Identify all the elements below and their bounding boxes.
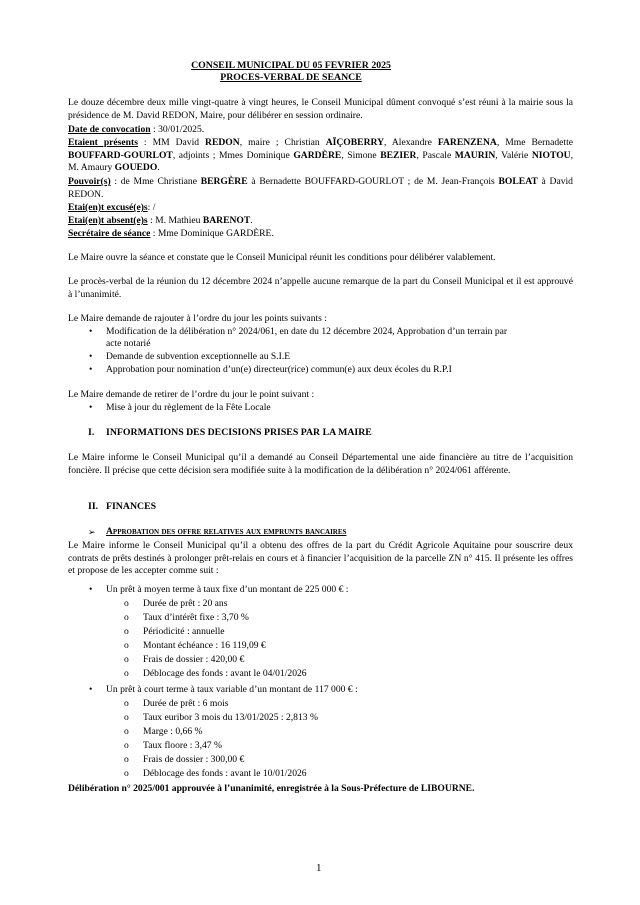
- sub-bullet-icon: o: [124, 712, 129, 723]
- page-number: 1: [316, 862, 322, 874]
- loan-detail: Déblocage des fonds : avant le 10/01/2026: [143, 768, 307, 779]
- loan-title: Un prêt à moyen terme à taux fixe d’un montant de 225 000 € :: [106, 584, 349, 595]
- loan-detail: Déblocage des fonds : avant le 04/01/2026: [143, 668, 307, 679]
- bullet-icon: •: [89, 364, 93, 375]
- intro-paragraph: Le douze décembre deux mille vingt-quatre à vingt heures, le Conseil Municipal dûment convoqué s’est réuni à la mairie sous la présidence de M. David REDON, Maire, pour délibérer en session ordinaire.: [68, 97, 573, 121]
- absents-label: Etai(en)t absent(e)s: [68, 215, 148, 226]
- loan-detail: Marge : 0,66 %: [143, 726, 203, 737]
- pv-paragraph: Le procès-verbal de la réunion du 12 décembre 2024 n’appelle aucune remarque de la part du Conseil Municipal et il est approuvé à l’unanimité.: [68, 276, 573, 300]
- document-subtitle: PROCES-VERBAL DE SEANCE: [220, 72, 362, 83]
- document-title: CONSEIL MUNICIPAL DU 05 FEVRIER 2025: [191, 60, 391, 71]
- bullet-icon: •: [89, 684, 93, 695]
- bullet-icon: •: [89, 326, 93, 337]
- convocation-value: : 30/01/2025.: [150, 124, 205, 135]
- bullet-icon: •: [89, 584, 93, 595]
- rajouter-paragraph: Le Maire demande de rajouter à l’ordre du jour les points suivants :: [68, 313, 327, 324]
- presents-label: Etaient présents: [68, 137, 138, 148]
- sub-bullet-icon: o: [124, 598, 129, 609]
- excuses-line: Etai(en)t excusé(e)s: /: [68, 202, 156, 213]
- loan-detail: Durée de prêt : 6 mois: [143, 698, 229, 709]
- sub-bullet-icon: o: [124, 612, 129, 623]
- sub-bullet-icon: o: [124, 726, 129, 737]
- arrow-bullet-icon: ➢: [88, 527, 96, 537]
- loan-detail: Taux d’intérêt fixe : 3,70 %: [143, 612, 249, 623]
- sub-bullet-icon: o: [124, 640, 129, 651]
- section-number: I.: [88, 427, 95, 438]
- loan-detail: Durée de prêt : 20 ans: [143, 598, 228, 609]
- list-item: Approbation pour nomination d’un(e) directeur(rice) commun(e) aux deux écoles du R.P.I: [106, 364, 452, 375]
- pouvoirs-label: Pouvoir(s): [68, 176, 111, 187]
- sub-bullet-icon: o: [124, 768, 129, 779]
- loan-detail: Frais de dossier : 420,00 €: [143, 654, 245, 665]
- secretaire-line: Secrétaire de séance : Mme Dominique GARDÈRE.: [68, 228, 274, 239]
- sub-bullet-icon: o: [124, 740, 129, 751]
- excuses-label: Etai(en)t excusé(e)s: [68, 202, 148, 213]
- convocation-line: [68, 124, 573, 137]
- subsection-heading: Approbation des offre relatives aux emprunts bancaires: [106, 526, 347, 537]
- absents-line: Etai(en)t absent(e)s : M. Mathieu BARENOT.: [68, 215, 253, 226]
- loan-detail: Taux floore : 3,47 %: [143, 740, 222, 751]
- loan-title: Un prêt à court terme à taux variable d’un montant de 117 000 € :: [106, 684, 358, 695]
- list-item: Demande de subvention exceptionnelle au S.I.E: [106, 351, 291, 362]
- convocation-label: Date de convocation: [68, 124, 151, 135]
- info-paragraph: Le Maire informe le Conseil Municipal qu’il a demandé au Conseil Départemental une aide financière au titre de l’acquisition foncière. Il précise que cette décision sera modifiée suite à la modification de la délibération n° 2024/061 afférente.: [68, 452, 573, 476]
- loan-detail: Périodicité : annuelle: [143, 626, 225, 637]
- loan-detail: Frais de dossier : 300,00 €: [143, 754, 245, 765]
- pouvoirs-paragraph: Pouvoir(s) : de Mme Christiane BERGÈRE à Bernadette BOUFFARD-GOURLOT ; de M. Jean-François BOLEAT à David REDON.: [68, 176, 573, 200]
- loan-detail: Montant échéance : 16 119,09 €: [143, 640, 266, 651]
- finances-paragraph: Le Maire informe le Conseil Municipal qu’il a obtenu des offres de la part du Crédit Agricole Aquitaine pour souscrire deux contrats de prêts destinés à prolonger prêt-relais en cours et à financier l’acquisition de la parcelle ZN n° 415. Il présente les offres et propose de les accepter comme suit :: [68, 540, 573, 577]
- secretaire-label: Secrétaire de séance: [68, 228, 151, 239]
- section-heading: FINANCES: [106, 501, 157, 512]
- sub-bullet-icon: o: [124, 754, 129, 765]
- sub-bullet-icon: o: [124, 698, 129, 709]
- presents-paragraph: Etaient présents : MM David REDON, maire ; Christian AÏÇOBERRY, Alexandre FARENZENA, Mme Bernadette BOUFFARD-GOURLOT, adjoints ; Mmes Dominique GARDÈRE, Simone BEZIER, Pascale MAURIN, Valérie NIOTOU, M. Amaury GOUEDO.: [68, 137, 574, 174]
- list-item: acte notarié: [106, 338, 151, 349]
- retirer-paragraph: Le Maire demande de retirer de l’ordre du jour le point suivant :: [68, 389, 315, 400]
- section-heading: INFORMATIONS DES DECISIONS PRISES PAR LA MAIRE: [106, 427, 372, 438]
- section-number: II.: [88, 501, 99, 512]
- bullet-icon: •: [89, 351, 93, 362]
- sub-bullet-icon: o: [124, 668, 129, 679]
- deliberation-line: Délibération n° 2025/001 approuvée à l’unanimité, enregistrée à la Sous-Préfecture de LIBOURNE.: [68, 783, 475, 794]
- list-item: Modification de la délibération n° 2024/061, en date du 12 décembre 2024, Approbation d’un terrain par: [106, 326, 508, 337]
- list-item: Mise à jour du règlement de la Fête Locale: [106, 402, 271, 413]
- bullet-icon: •: [89, 402, 93, 413]
- sub-bullet-icon: o: [124, 654, 129, 665]
- sub-bullet-icon: o: [124, 626, 129, 637]
- loan-detail: Taux euribor 3 mois du 13/01/2025 : 2,813 %: [143, 712, 318, 723]
- ouverture-paragraph: Le Maire ouvre la séance et constate que le Conseil Municipal réunit les conditions pour délibérer valablement.: [68, 252, 496, 263]
